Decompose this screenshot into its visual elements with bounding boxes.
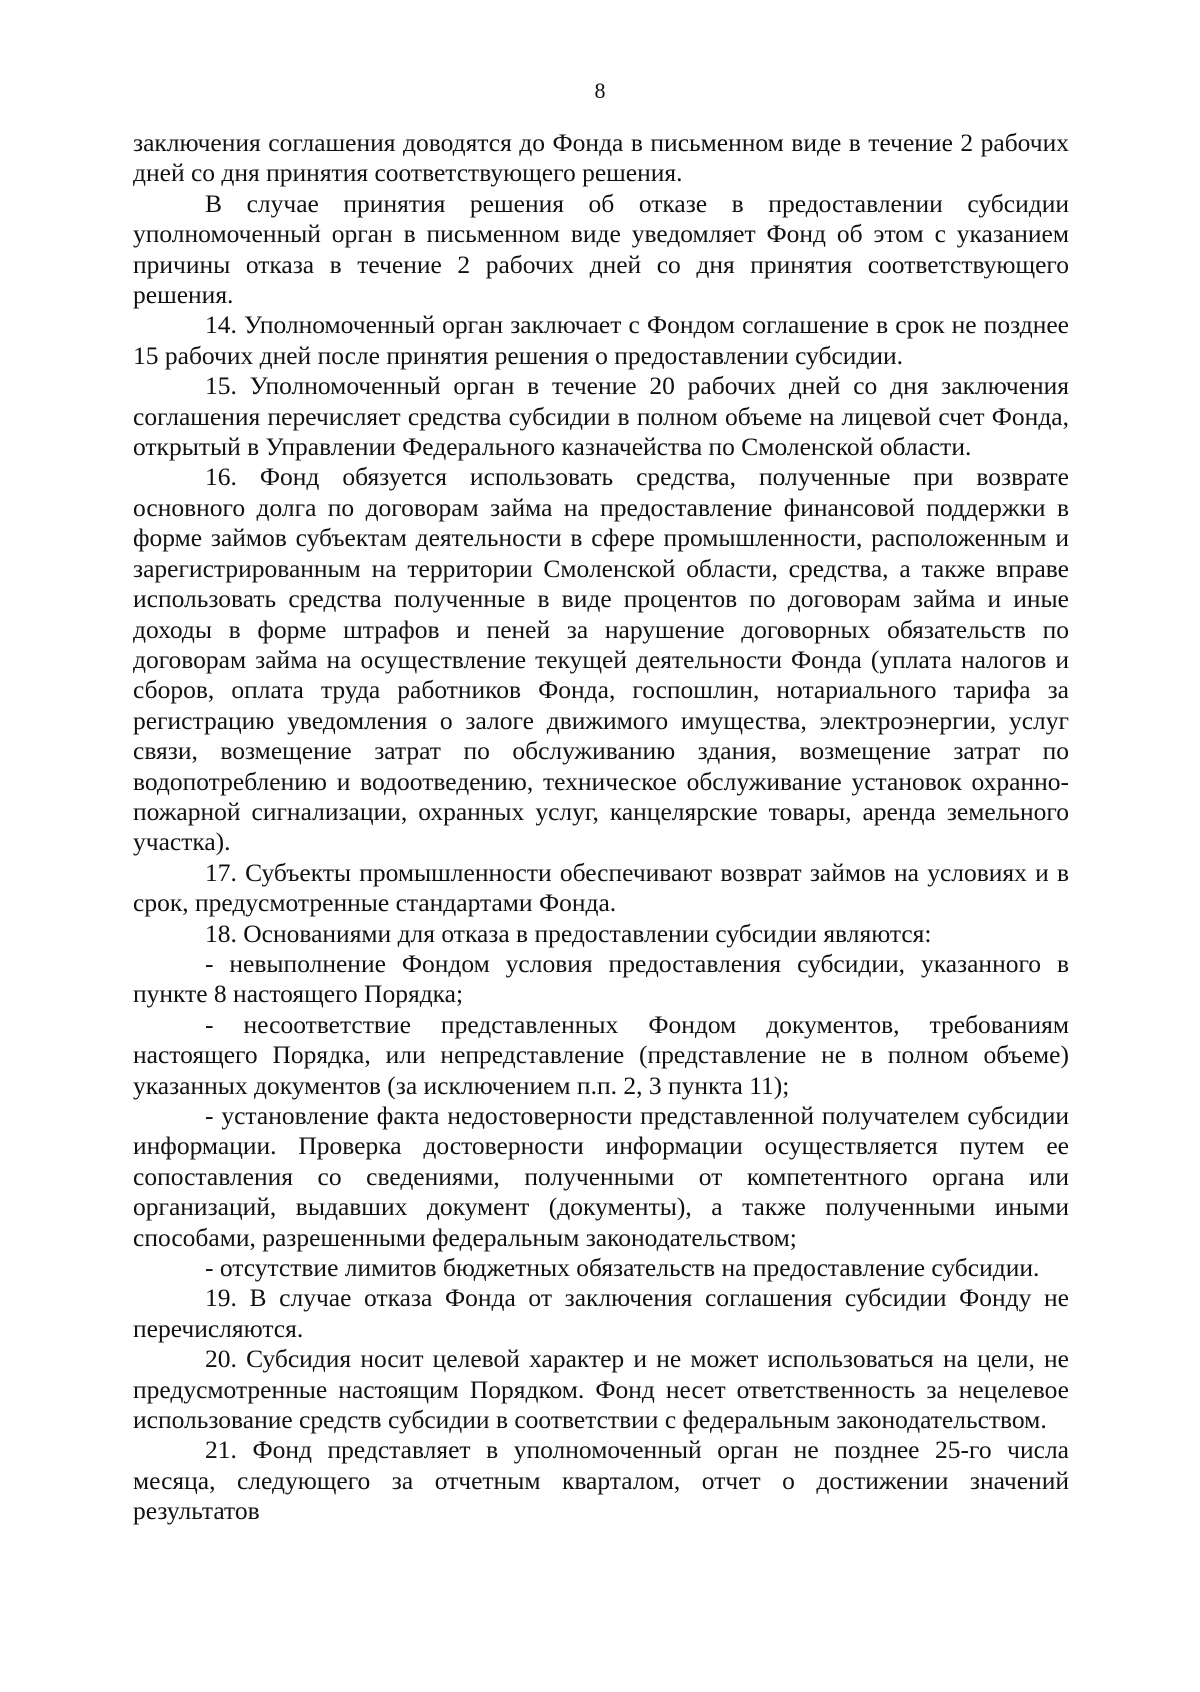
page-number: 8 <box>594 78 606 103</box>
list-item-no-limits: - отсутствие лимитов бюджетных обязательств на предоставление субсидии. <box>205 1253 1040 1283</box>
document-body <box>133 128 1069 1527</box>
paragraph-20: 20. Субсидия носит целевой характер и не может использоваться на цели, не предусмотренные настоящим Порядком. Фонд несет ответственность за нецелевое использование средств субсидии в соответствии с федеральным законодательством. <box>133 1344 1069 1435</box>
paragraph-18: 18. Основаниями для отказа в предоставлении субсидии являются: <box>205 918 932 948</box>
paragraph-15: 15. Уполномоченный орган в течение 20 рабочих дней со дня заключения соглашения перечисляет средства субсидии в полном объеме на лицевой счет Фонда, открытый в Управлении Федерального казначейства по Смоленской области. <box>133 371 1069 462</box>
paragraph-21: 21. Фонд представляет в уполномоченный орган не позднее 25-го числа месяца, следующего за отчетным кварталом, отчет о достижении значений результатов <box>133 1435 1069 1526</box>
paragraph-refusal-notice: В случае принятия решения об отказе в предоставлении субсидии уполномоченный орган в письменном виде уведомляет Фонд об этом с указанием причины отказа в течение 2 рабочих дней со дня принятия соответствующего решения. <box>133 188 1069 310</box>
list-item-inaccurate-info: - установление факта недостоверности представленной получателем субсидии информации. Проверка достоверности информации осуществляется путем ее сопоставления со сведениями, полученными от компетентного органа или организаций, выдавших документ (документы), а также полученными иными способами, разрешенными федеральным законодательством; <box>133 1101 1069 1252</box>
list-item-document-mismatch: - несоответствие представленных Фондом документов, требованиям настоящего Порядка, или непредставление (представление не в полном объеме) указанных документов (за исключением п.п. 2, 3 пункта 11); <box>133 1009 1069 1100</box>
paragraph-17: 17. Субъекты промышленности обеспечивают возврат займов на условиях и в срок, предусмотренные стандартами Фонда. <box>133 857 1069 918</box>
paragraph-19: 19. В случае отказа Фонда от заключения соглашения субсидии Фонду не перечисляются. <box>133 1283 1069 1343</box>
list-item-nonfulfillment: - невыполнение Фондом условия предоставления субсидии, указанного в пункте 8 настоящего Порядка; <box>133 948 1069 1009</box>
paragraph-continuation: заключения соглашения доводятся до Фонда в письменном виде в течение 2 рабочих дней со дня принятия соответствующего решения. <box>133 128 1069 188</box>
paragraph-16: 16. Фонд обязуется использовать средства, полученные при возврате основного долга по договорам займа на предоставление финансовой поддержки в форме займов субъектам деятельности в сфере промышленности, расположенным и зарегистрированным на территории Смоленской области, средства, а также вправе использовать средства полученные в виде процентов по договорам займа и иные доходы в форме штрафов и пеней за нарушение договорных обязательств по договорам займа на осуществление текущей деятельности Фонда (уплата налогов и сборов, оплата труда работников Фонда, госпошлин, нотариального тарифа за регистрацию уведомления о залоге движимого имущества, электроэнергии, услуг связи, возмещение затрат по обслуживанию здания, возмещение затрат по водопотреблению и водоотведению, техническое обслуживание установок охранно-пожарной сигнализации, охранных услуг, канцелярские товары, аренда земельного участка). <box>133 462 1069 857</box>
paragraph-14: 14. Уполномоченный орган заключает с Фондом соглашение в срок не позднее 15 рабочих дней после принятия решения о предоставлении субсидии. <box>133 310 1069 370</box>
